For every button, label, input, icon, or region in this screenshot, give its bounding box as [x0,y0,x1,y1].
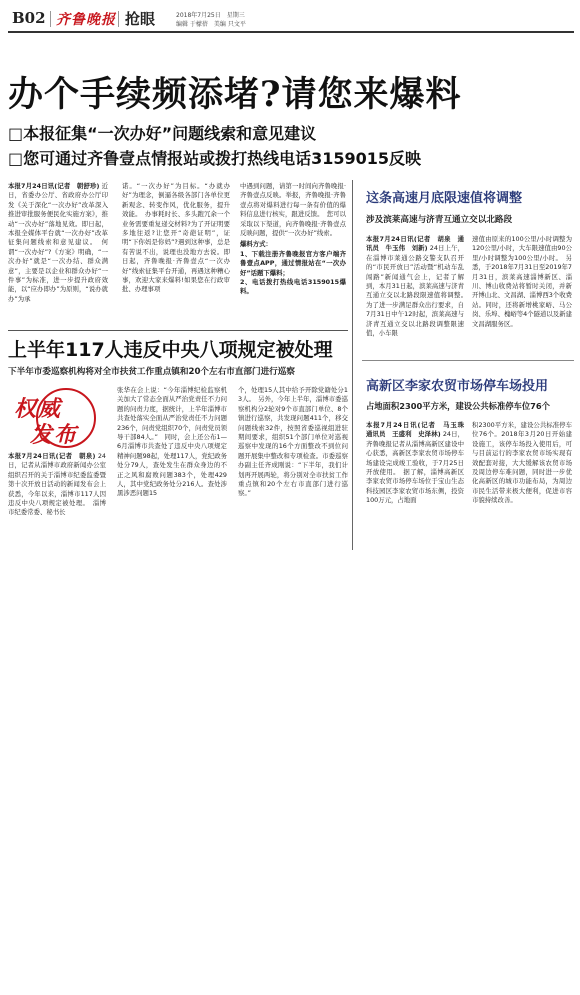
story4-byline: 本报7月24日讯(记者 马玉珠 通讯员 王盛利 史泽林) [366,421,471,439]
page-number: B02 [12,9,46,27]
story4-column-1 [366,421,471,541]
story3-body-1: 24日上午，在淄博市莱通公路交警支队召开的“市民开放日”活动暨“机动车乱闯路”新闻通气会上，记者了解到，本月31日起，滨莱高速与济青互通立交以北路段限速值将调整。 为了进一步满足群众出行要求，自7月31日中午12时起，滨莱高速与济青互通立交以北路段调整限速值，小车限 [366,244,471,338]
stamp-ring [36,388,96,448]
story1-column-1 [8,182,108,324]
header-divider [50,11,51,27]
story2-body-3: 个，处理15人其中给予开除党籍处分13人。 另外，今年上半年，淄博市委巡察机构分2轮对9个市直部门单位、8个镇进行巡察，共发现问题411个，移交问题线索32件，按照省委巡视组进驻期间要求，组织51个部门单位对巡视巡察中发现的16个方面整改不到位问题开展集中整改和专项检查。市委巡察办副主任齐成刚说：“下半年，我们计划再开展两轮，将分别对全市扶贫工作重点镇和20个左右市直部门进行巡察。” [238,386,348,498]
story3-headline: 这条高速月底限速值将调整 [366,191,523,206]
story3-subhead: 涉及滨莱高速与济青互通立交以北路段 [366,215,513,225]
story3-column-2 [472,235,572,347]
story2-subhead: 下半年市委巡察机构将对全市扶贫工作重点镇和20个左右市直部门进行巡察 [8,367,295,377]
story2-body-1: 24日，记者从淄博市政府新闻办公室组织召开的关于淄博市纪委监委暨第十次开放日活动的新闻发布会上获悉，今年以来，淄博市117人因违反中央八项规定被处理。 淄博市纪委常委、秘书长 [8,452,106,517]
stamp-word-1: 权威 [14,396,63,422]
story1-column-3 [240,182,346,324]
story4-column-2 [472,421,572,541]
header-rule [8,31,574,33]
story1-channel-2: 2、电话拨打热线电话3159015爆料。 [240,278,346,296]
section-title: 抢眼 [125,10,156,28]
story4-headline: 高新区李家农贸市场停车场投用 [366,379,549,394]
story1-column-2 [122,182,230,324]
story4-body-2: 积2300平方米，建设公共标准停车位76个。2018年3月20日开始建设施工，该停车场投入使用后，可与目前运行的李家农贸市场实现有效配套对接，大大缓解该农贸市场及周边停车难问题，同时进一步优化高新区的城市功能布局，为周边市民生活带来极大便利，促进市容市貌持续改善。 [472,421,572,505]
story3-byline: 本报7月24日讯(记者 胡泉 通讯员 牛玉伟 刘新) [366,235,464,253]
story3-column-1 [366,235,471,347]
story2-column-2 [117,386,227,552]
story2-body-2: 张华在会上说：“今年淄博纪检监察机关加大了常态全面从严治党责任不力问题的问责力度，据统计，上半年淄博市共查处落实全面从严治党责任不力问题236个，问责党组织70个，问责党员领导干部84人。” 同时，会上还公布1—6月淄博市共查处了违反中央八项规定精神问题98起，处理117人，党纪政务处分79人，查处发生在群众身边的不正之风和腐败问题383个，处理429人，其中党纪政务处分216人。查处涉黑涉恶问题15 [117,386,227,498]
story1-subhead-2: □您可通过齐鲁壹点情报站或拨打热线电话3159015反映 [8,149,422,168]
story2-top-rule [8,330,348,331]
stamp-word-2: 发布 [30,422,79,448]
story2-column-3 [238,386,348,552]
story1-channels-title: 爆料方式： [240,240,272,249]
story1-body-3: 中遇到问题，请第一时间向齐鲁晚报·齐鲁壹点反映。举报，齐鲁晚报·齐鲁壹点将对爆料进行每一条有价值的爆料信息进行核实，跟进反馈。 您可以采取以下渠道，向齐鲁晚报·齐鲁壹点反映问题，提供“一次办好”线索。 [240,182,346,238]
story2-column-1 [8,452,106,552]
story1-body-2: 诺。“一次办好”为目标。“办就办好”为理念，倒逼各级各部门各单位更新观念、转变作风，优化服务，提升效能。 办事耗时长、多头跑冗余一个业务需要重复递交材料?为了开证明要多地往返?让您开“奇葩证明”，证明“下你妈是你妈”?遇到这种事，总是有苦说不出，说理也没地方去说。即日起，齐鲁晚报·齐鲁壹点“一次办好”线索征集平台开通，再遇这种糟心事，欢迎大家来爆料!如果您在行政审批、办理事项 [122,182,230,294]
story4-subhead: 占地面积2300平方米，建设公共标准停车位76个 [366,401,550,411]
story1-headline: 办个手续频添堵?请您来爆料 [8,74,462,115]
story4-top-rule [362,360,574,361]
story1-body-1: 近日，省委办公厅、省政府办公厅印发《关于深化“一次办好”改革深入推进审批服务便民化实施方案》，推动“一次办好”落地见效。即日起，本报全媒体平台就“一次办好”改革征集问题线索和意见建议。 何谓“一次办好”?《方案》明确，“一次办好”就是“一次办结、群众满意”，主要是以企业和群众办好“一件事”为标准，进一步提升政府效能，以“应办即办”为原则，“说办就办”为承 [8,182,108,303]
story1-channel-1: 1、下载注册齐鲁晚报官方客户端齐鲁壹点APP，通过情报站在“一次办好”话题下爆料； [240,249,346,277]
story4-body-1: 24日，齐鲁晚报记者从淄博高新区建设中心获悉，高新区李家农贸市场停车场建设完成竣工验收，于7月25日开放使用。 据了解，淄博高新区李家农贸市场停车场位于宝山生态科技园区李家农贸市场东侧，投资100万元，占地面 [366,430,465,505]
story1-byline: 本报7月24日讯(记者 朝舒珍) [8,182,100,190]
story2-byline: 本报7月24日讯(记者 朝泉) [8,452,96,460]
header-divider [118,11,119,27]
issue-date: 2018年7月25日 星期三 [176,12,245,19]
column-divider [352,180,353,550]
masthead-logo: 齐鲁晚报 [56,12,116,28]
editor-credits: 编辑 于檬蓓 美编 只文平 [176,21,246,28]
story1-subhead-1: □本报征集“一次办好”问题线索和意见建议 [8,124,317,143]
story2-headline: 上半年117人违反中央八项规定被处理 [8,339,333,361]
authority-release-stamp [10,390,96,448]
story3-body-2: 速值由原来的100公里/小时调整为120公里/小时，大车限速值由90公里/小时调整为100公里/小时。 另悉，于2018年7月31日至2019年7月31日，滨莱高速淄博新区、淄川、博山收费站将暂时关闭，并新开博山北、文昌湖、淄博西3个收费站。同时，还将新增桃家峪、马公岗、乐埠、槐峪等4个隧道以及新建文昌湖服务区。 [472,235,572,328]
